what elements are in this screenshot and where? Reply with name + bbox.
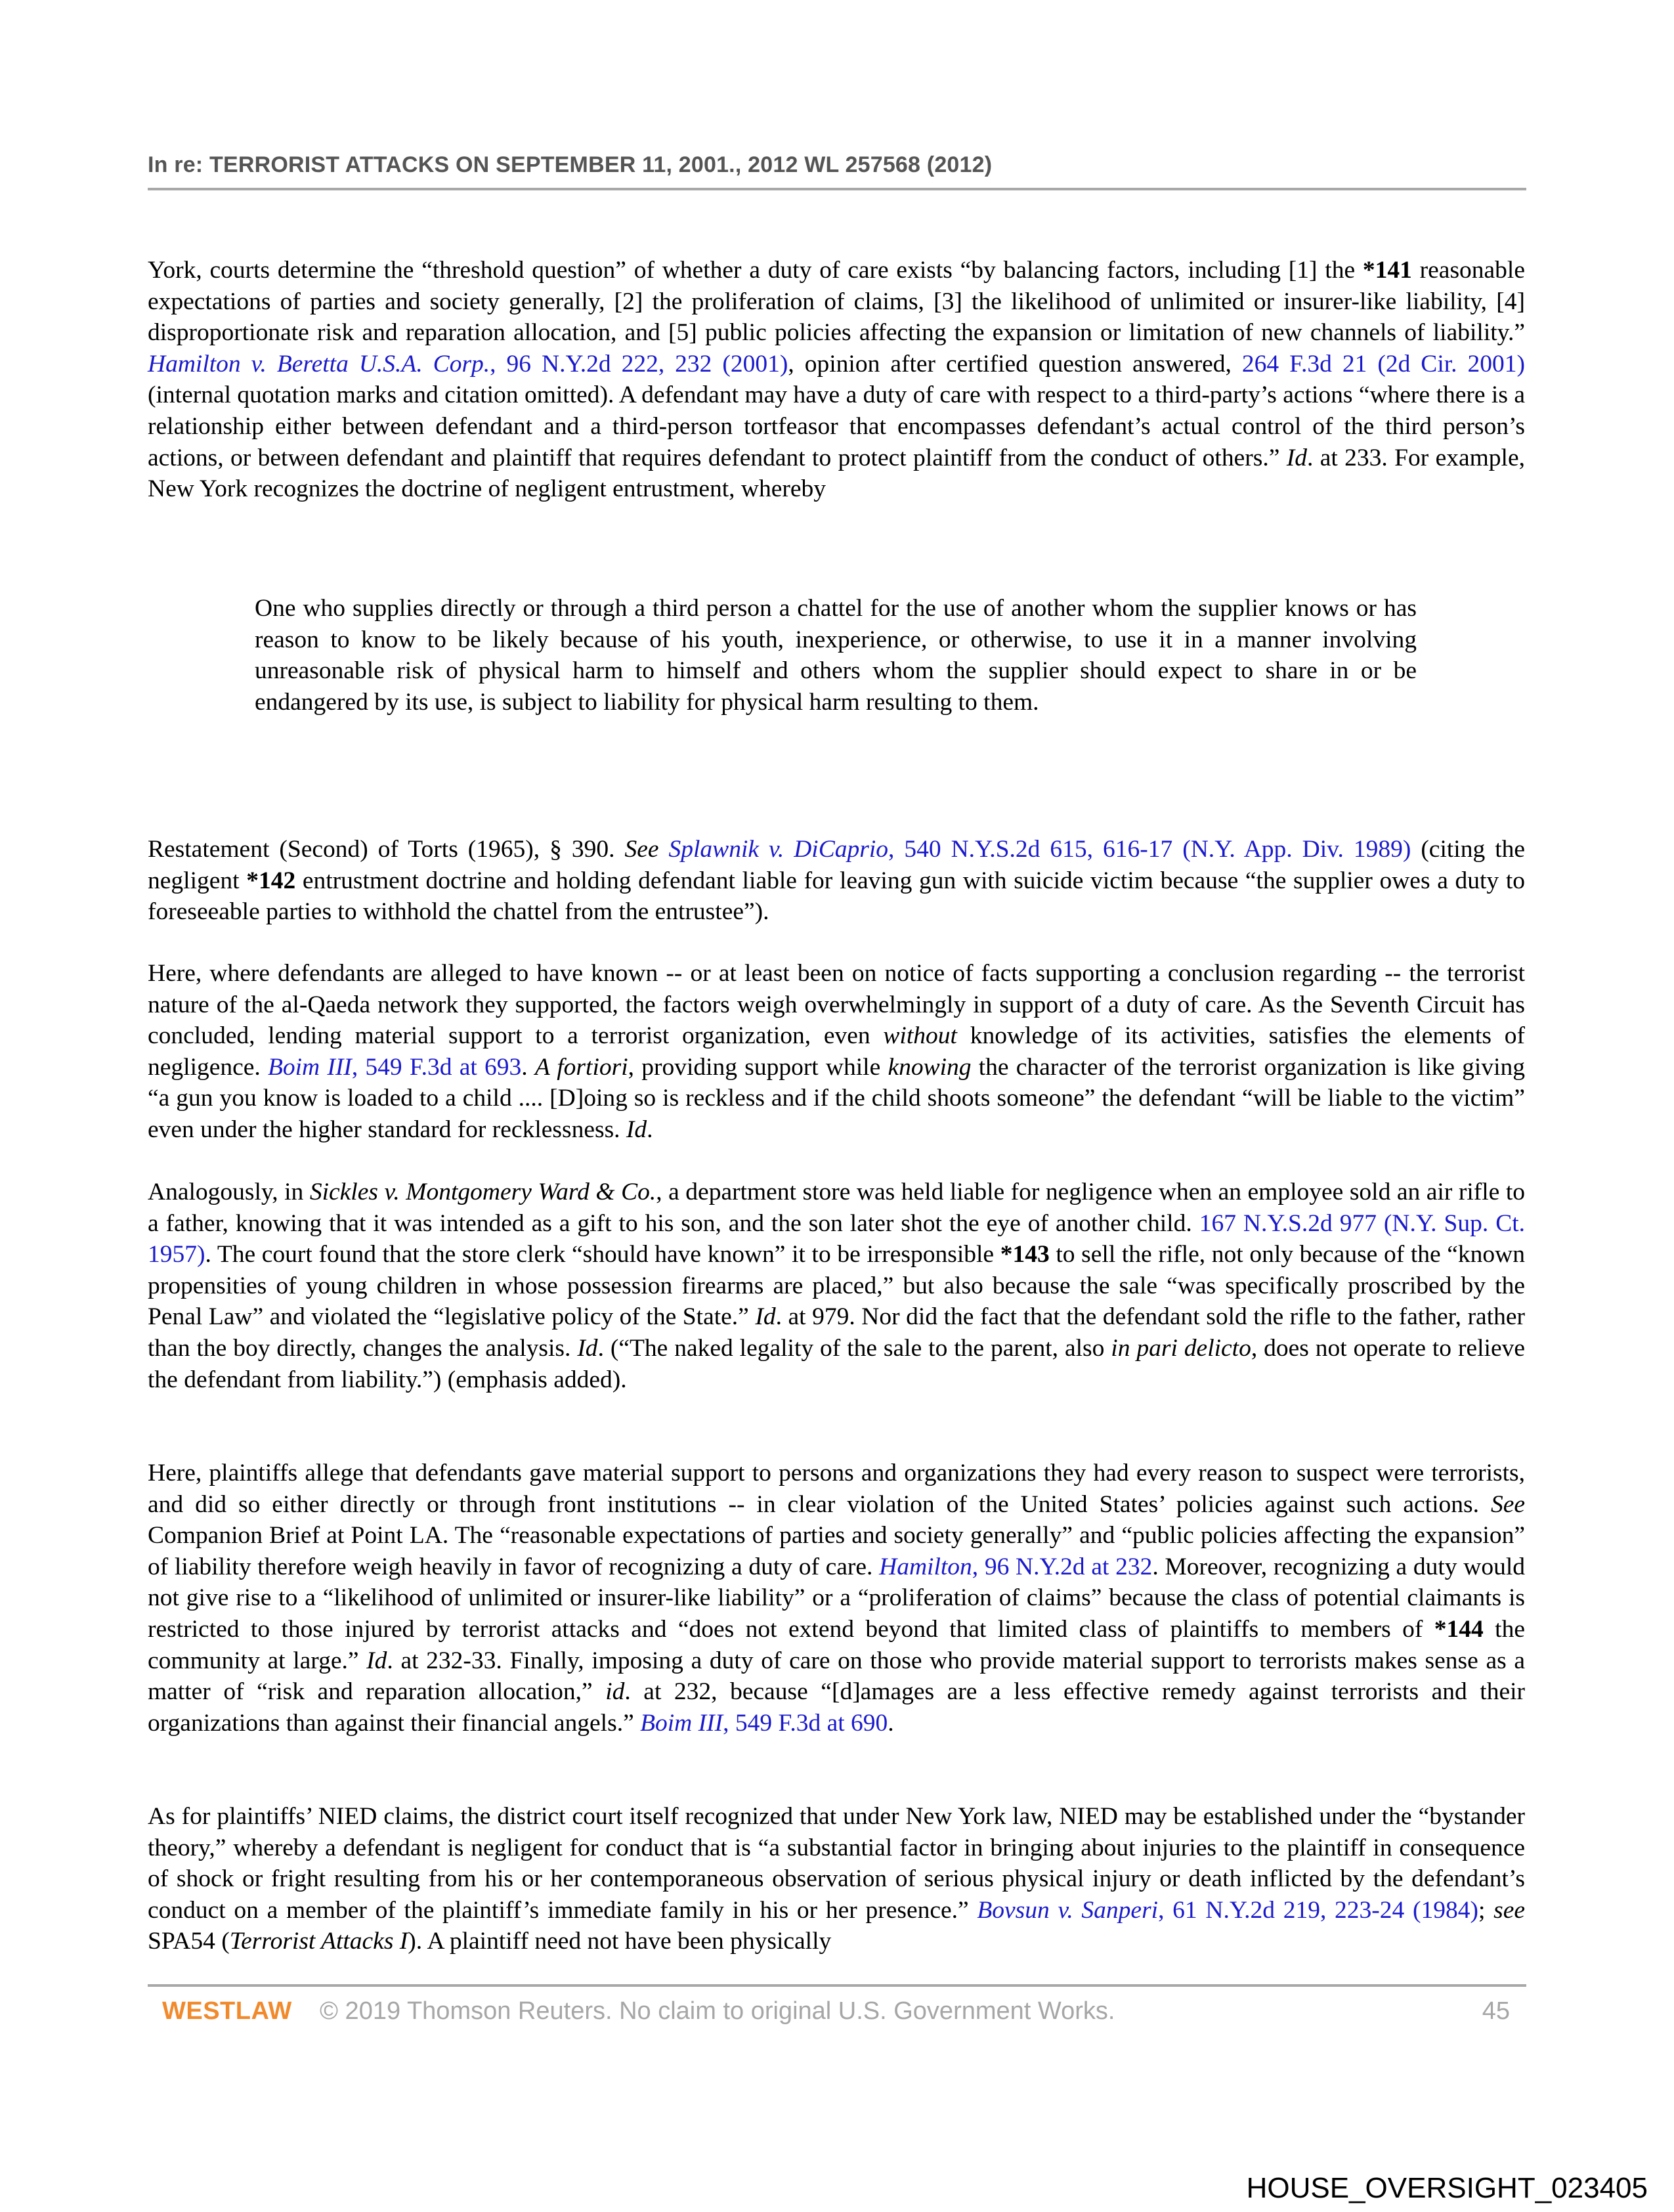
running-header: In re: TERRORIST ATTACKS ON SEPTEMBER 11, 2001., 2012 WL 257568 (2012) [148, 152, 993, 177]
text-run: Companion Brief at Point LA. The “reasonable expectations of parties and society generally” and “public policies affecting the expansion” of liability therefore weigh heavily in favor of recognizing a duty of care. [148, 1522, 1525, 1580]
text-run: . at 979. Nor did the fact that the defendant sold the rifle to the father, rather than the boy directly, changes the analysis. [148, 1303, 1526, 1362]
text-run: Restatement (Second) of Torts (1965), § 390. [148, 836, 625, 863]
case-name-link[interactable]: Bovsun v. Sanperi [977, 1896, 1159, 1924]
citation-link[interactable]: , 549 F.3d at 690 [723, 1709, 888, 1737]
text-run: . The court found that the store clerk “should have known” it to be irresponsible [205, 1241, 1000, 1269]
star-page-marker: *143 [1000, 1241, 1050, 1269]
text-run: (internal quotation marks and citation omitted). A defendant may have a duty of care with respect to a third-party’s actions “where there is a relationship either between defendant and a third-person tortfeasor that encompasses defendant’s actual control of the third person’s actions, or between defendant and plaintiff that requires defendant to protect plaintiff from the conduct of others.” [148, 381, 1525, 471]
text-run: , does not operate to relieve the defendant from liability.”) (emphasis added). [148, 1334, 1525, 1393]
case-name-link[interactable]: Boim III [267, 1053, 352, 1081]
italic-text: Terrorist Attacks I [229, 1928, 408, 1955]
text-run: , a department store was held liable for negligence when an employee sold an air rifle to a father, knowing that it was intended as a gift to his son, and the son later shot the eye of another child. [148, 1179, 1526, 1237]
case-name-link[interactable]: Hamilton v. Beretta U.S.A. Corp. [148, 350, 490, 378]
italic-text: See [1490, 1490, 1525, 1518]
italic-text: without [883, 1022, 957, 1050]
text-run: . at 232, because “[d]amages are a less effective remedy against terrorists and their organizations than against their financial angels.” [148, 1678, 1526, 1737]
text-run: Here, plaintiffs allege that defendants gave material support to persons and organizations they had every reason to suspect were terrorists, and did so either directly or through front institutions -- in clear violation of the United States’ policies against such actions. [148, 1460, 1525, 1518]
italic-text: Id [577, 1334, 598, 1362]
star-page-marker: *141 [1362, 257, 1412, 284]
text-run: , providing support while [628, 1053, 888, 1081]
citation-link[interactable]: , 61 N.Y.2d 219, 223-24 (1984) [1158, 1896, 1478, 1924]
case-name-link[interactable]: Boim III [640, 1709, 723, 1737]
page-footer [148, 1997, 1526, 2030]
text-run: Analogously, in [148, 1179, 310, 1205]
italic-text: A fortiori [534, 1053, 628, 1081]
italic-text: in pari delicto [1111, 1334, 1251, 1362]
case-name-link[interactable]: Hamilton [879, 1553, 972, 1580]
text-run: ; [1478, 1896, 1494, 1924]
text-run: SPA54 ( [148, 1928, 230, 1955]
paragraph-material-support [148, 1458, 1525, 1739]
page-number: 45 [1482, 1997, 1510, 2025]
text-run: . (“The naked legality of the sale to the parent, also [597, 1334, 1111, 1362]
text-run: Here, where defendants are alleged to have known -- or at least been on notice of facts supporting a conclusion regarding -- the terrorist nature of the al-Qaeda network they supported, the factors weigh overwhelmingly in support of a duty of care. As the Seventh Circuit has concluded, lending material support to a terrorist organization, even [148, 960, 1525, 1050]
star-page-marker: *142 [246, 867, 296, 894]
paragraph-restatement-citation [148, 834, 1525, 928]
citation-link[interactable]: , 540 N.Y.S.2d 615, 616-17 (N.Y. App. Div. 1989) [888, 836, 1411, 863]
text-run [659, 836, 669, 863]
citation-link[interactable]: , 96 N.Y.2d 222, 232 (2001) [490, 350, 788, 378]
copyright-notice: © 2019 Thomson Reuters. No claim to original U.S. Government Works. [320, 1997, 1115, 2025]
text-run: . at 233. For example, New York recognizes the doctrine of negligent entrustment, whereby [148, 444, 1525, 503]
citation-link[interactable]: 264 F.3d 21 (2d Cir. 2001) [1241, 350, 1525, 378]
italic-text: Id [1286, 444, 1307, 471]
italic-text: knowing [888, 1053, 972, 1081]
blockquote-restatement [255, 593, 1417, 718]
text-run: knowledge of its activities, satisfies the elements of negligence. [148, 1022, 1525, 1081]
italic-text: see [1493, 1896, 1525, 1924]
text-run: . [521, 1053, 535, 1081]
text-run: the community at large.” [148, 1615, 1525, 1674]
italic-text: See [624, 836, 659, 863]
text-run: ). A plaintiff need not have been physically [408, 1928, 832, 1955]
text-run: . [647, 1116, 653, 1143]
text-run: the character of the terrorist organization is like giving “a gun you know is loaded to a child .... [D]oing so is reckless and if the child shoots someone” the defendant “will be liable to the victim” even under the higher standard for recklessness. [148, 1053, 1526, 1143]
bates-number: HOUSE_OVERSIGHT_023405 [1246, 2172, 1648, 2204]
case-name-link[interactable]: Splawnik v. DiCaprio [668, 836, 888, 863]
star-page-marker: *144 [1434, 1615, 1484, 1643]
citation-link[interactable]: 167 N.Y.S.2d 977 (N.Y. Sup. Ct. 1957) [148, 1209, 1525, 1269]
text-run: . [888, 1709, 894, 1737]
text-run: to sell the rifle, not only because of the “known propensities of young children in whose possession firearms are placed,” but also because the sale “was specifically proscribed by the Penal Law” and violated the “legislative policy of the State.” [148, 1241, 1525, 1331]
text-run: As for plaintiffs’ NIED claims, the district court itself recognized that under New York law, NIED may be established under the “bystander theory,” whereby a defendant is negligent for conduct that is “a substantial factor in bringing about injuries to the plaintiff in consequence of shock or fright resulting from his or her contemporaneous observation of serious physical injury or death inflicted by the defendant’s conduct on a member of the plaintiff’s immediate family in his or her presence.” [148, 1803, 1525, 1924]
text-run: . at 232-33. Finally, imposing a duty of care on those who provide material support to terrorists makes sense as a matter of “risk and reparation allocation,” [148, 1647, 1525, 1706]
text-run: entrustment doctrine and holding defendant liable for leaving gun with suicide victim because “the supplier owes a duty to foreseeable parties to withhold the chattel from the entrustee”). [148, 867, 1525, 926]
text-run: (citing the negligent [148, 836, 1526, 894]
citation-link[interactable]: , 96 N.Y.2d at 232 [972, 1553, 1153, 1580]
header-divider [148, 188, 1526, 190]
italic-text: Id [366, 1647, 387, 1674]
citation-link[interactable]: , 549 F.3d at 693 [351, 1053, 522, 1081]
footer-divider [148, 1984, 1526, 1987]
italic-text: Id [755, 1303, 776, 1331]
text-run: York, courts determine the “threshold question” of whether a duty of care exists “by balancing factors, including [1] the [148, 257, 1363, 284]
text-run: reasonable expectations of parties and society generally, [2] the proliferation of claims, [3] the likelihood of unlimited or insurer-like liability, [4] disproportionate risk and reparation allocation, and [5] public policies affecting the expansion or limitation of new channels of liability.” [148, 257, 1525, 347]
italic-text: id [605, 1678, 625, 1706]
italic-text: Id [626, 1116, 647, 1143]
paragraph-sickles-analogy [148, 1177, 1525, 1395]
paragraph-al-qaeda-duty [148, 958, 1525, 1146]
text-run: , opinion after certified question answered, [788, 350, 1242, 378]
paragraph-nied-claims [148, 1801, 1525, 1957]
text-run: . Moreover, recognizing a duty would not give rise to a “likelihood of unlimited or insurer-like liability” or a “proliferation of claims” because the class of potential claimants is restricted to those injured by terrorist attacks and “does not extend beyond that limited class of plaintiffs to members of [148, 1553, 1525, 1643]
italic-text: Sickles v. Montgomery Ward & Co. [309, 1179, 656, 1205]
westlaw-logo: WESTLAW [162, 1997, 292, 2025]
text-run: One who supplies directly or through a third person a chattel for the use of another whom the supplier knows or has reason to know to be likely because of his youth, inexperience, or otherwise, to use it in a manner involving unreasonable risk of physical harm to himself and others whom the supplier should expect to share in or be endangered by its use, is subject to liability for physical harm resulting to them. [255, 595, 1417, 716]
paragraph-duty-of-care [148, 255, 1525, 505]
